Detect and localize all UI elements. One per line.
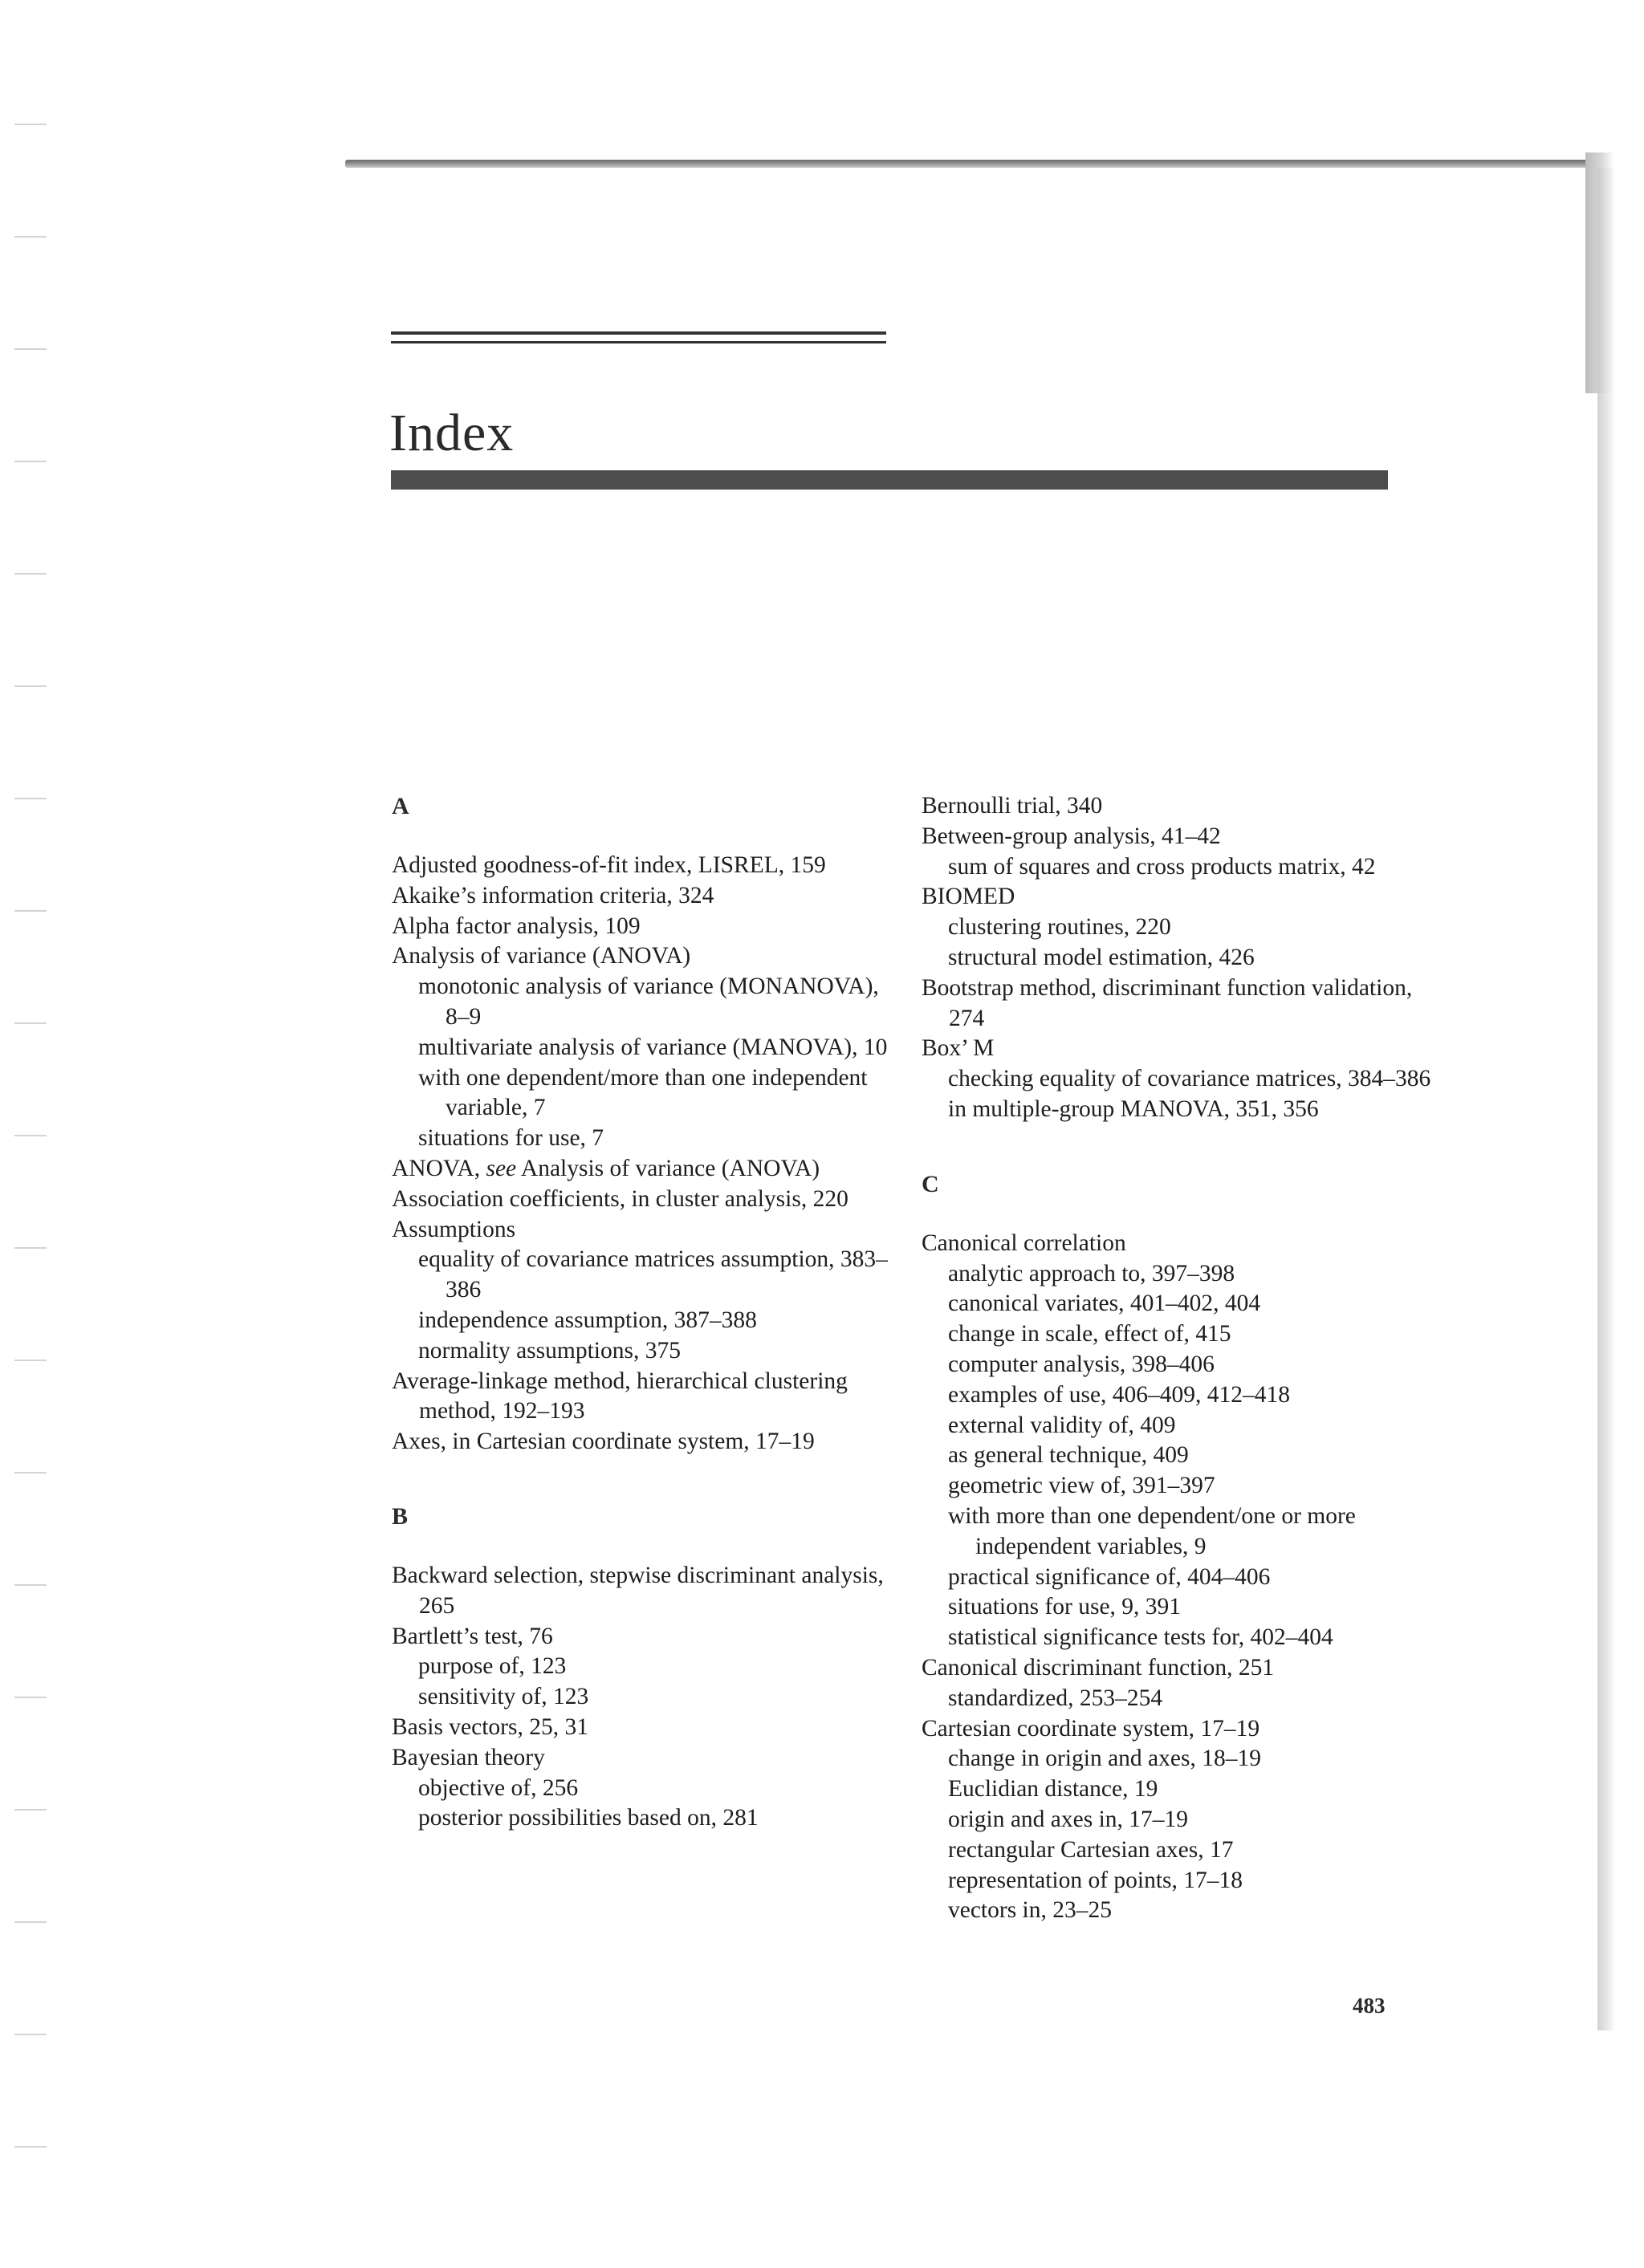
index-entry: Assumptions: [392, 1216, 516, 1242]
index-subentry: situations for use, 7: [418, 1125, 604, 1152]
index-subentry: structural model estimation, 426: [948, 944, 1255, 970]
index-subentry: examples of use, 406–409, 412–418: [948, 1381, 1291, 1408]
index-entry: Bernoulli trial, 340: [922, 793, 1103, 819]
index-entry: Between-group analysis, 41–42: [922, 823, 1221, 849]
index-subentry: change in origin and axes, 18–19: [948, 1746, 1261, 1772]
index-entry: Bootstrap method, discriminant function validation, 274: [922, 974, 1413, 1031]
section-letter-a: A: [392, 793, 409, 819]
see-reference: see: [486, 1155, 517, 1181]
index-subentry: with more than one dependent/one or more independent variables, 9: [948, 1502, 1356, 1559]
index-subentry: in multiple-group MANOVA, 351, 356: [948, 1095, 1319, 1122]
index-subentry: checking equality of covariance matrices, 384–386: [948, 1066, 1431, 1092]
index-subentry: sum of squares and cross products matrix, 42: [948, 853, 1376, 880]
index-subentry: as general technique, 409: [948, 1442, 1189, 1469]
title-rule-top: [391, 331, 886, 335]
page-number: 483: [1353, 1994, 1386, 2018]
index-subentry: normality assumptions, 375: [418, 1337, 681, 1364]
index-entry: Alpha factor analysis, 109: [392, 912, 641, 939]
index-subentry: analytic approach to, 397–398: [948, 1260, 1235, 1286]
index-subentry: geometric view of, 391–397: [948, 1473, 1215, 1499]
index-entry: Bartlett’s test, 76: [392, 1623, 553, 1649]
index-subentry: equality of covariance matrices assumption, 383–386: [418, 1246, 888, 1303]
index-subentry: objective of, 256: [418, 1774, 579, 1801]
index-entry: Bayesian theory: [392, 1744, 545, 1770]
index-subentry: computer analysis, 398–406: [948, 1351, 1215, 1377]
index-entry: Basis vectors, 25, 31: [392, 1713, 588, 1740]
section-head-gap: [922, 1200, 1435, 1229]
section-letter-b: B: [392, 1502, 409, 1530]
index-entry: BIOMED: [922, 884, 1015, 910]
index-subentry: purpose of, 123: [418, 1653, 567, 1680]
title-bar: [391, 470, 1388, 490]
scan-page-edge: [345, 160, 1597, 168]
index-entry: Adjusted goodness-of-fit index, LISREL, 159: [392, 852, 826, 878]
index-entry: Canonical discriminant function, 251: [922, 1654, 1275, 1681]
section-gap: [922, 1125, 1435, 1169]
index-subentry: posterior possibilities based on, 281: [418, 1805, 759, 1831]
section-head-gap: [392, 822, 905, 851]
index-subentry: Euclidian distance, 19: [948, 1776, 1158, 1803]
page-title: Index: [389, 404, 515, 462]
section-head-gap: [392, 1532, 905, 1561]
scan-page-shadow: [1597, 169, 1615, 2030]
index-entry: Analysis of variance (ANOVA): [392, 943, 691, 969]
index-entry: Canonical correlation: [922, 1230, 1126, 1256]
index-subentry: canonical variates, 401–402, 404: [948, 1290, 1261, 1317]
index-subentry: practical significance of, 404–406: [948, 1563, 1271, 1590]
index-column-left: [392, 791, 905, 1834]
scan-binding-marks: [14, 16, 47, 2247]
index-subentry: representation of points, 17–18: [948, 1867, 1243, 1893]
index-column-right: [922, 791, 1435, 1926]
index-entry: Association coefficients, in cluster analysis, 220: [392, 1185, 848, 1212]
index-subentry: with one dependent/more than one independent variable, 7: [418, 1064, 868, 1121]
index-subentry: statistical significance tests for, 402–404: [948, 1624, 1333, 1651]
index-subentry: external validity of, 409: [948, 1412, 1176, 1438]
section-letter-c: C: [922, 1170, 939, 1197]
index-subentry: clustering routines, 220: [948, 914, 1171, 941]
index-subentry: monotonic analysis of variance (MONANOVA), 8–9: [418, 973, 879, 1030]
index-entry: Cartesian coordinate system, 17–19: [922, 1715, 1260, 1742]
index-subentry: situations for use, 9, 391: [948, 1594, 1182, 1620]
index-subentry: sensitivity of, 123: [418, 1684, 589, 1710]
index-subentry: rectangular Cartesian axes, 17: [948, 1836, 1234, 1863]
index-subentry: vectors in, 23–25: [948, 1897, 1113, 1924]
index-subentry: multivariate analysis of variance (MANOVA), 10: [418, 1034, 888, 1060]
title-rule-bottom: [391, 341, 886, 343]
index-subentry: change in scale, effect of, 415: [948, 1321, 1231, 1347]
section-gap: [392, 1457, 905, 1502]
index-subentry: standardized, 253–254: [948, 1685, 1163, 1711]
index-entry: ANOVA, see Analysis of variance (ANOVA): [392, 1155, 820, 1181]
index-entry: Box’ M: [922, 1035, 995, 1062]
index-entry: Average-linkage method, hierarchical clustering method, 192–193: [392, 1368, 848, 1425]
index-subentry: independence assumption, 387–388: [418, 1307, 757, 1333]
index-entry: Akaike’s information criteria, 324: [392, 882, 714, 908]
index-subentry: origin and axes in, 17–19: [948, 1806, 1189, 1832]
index-entry: Axes, in Cartesian coordinate system, 17–19: [392, 1429, 815, 1455]
index-entry: Backward selection, stepwise discriminant analysis, 265: [392, 1562, 884, 1619]
